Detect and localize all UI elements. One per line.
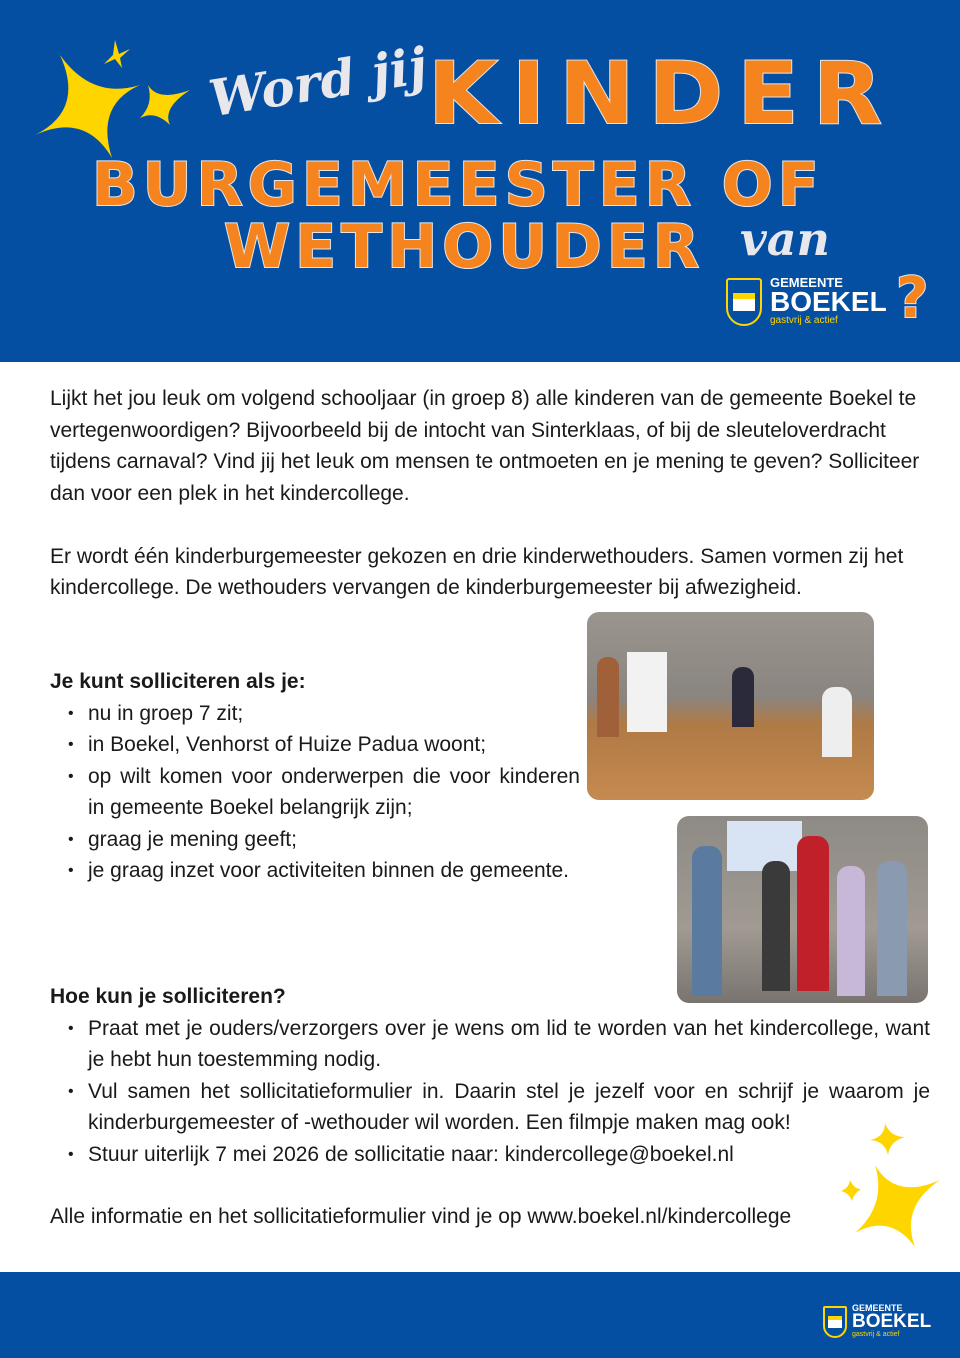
list-item: • op wilt komen voor onderwerpen die voor kinderen in gemeente Boekel belangrijk zijn; [50, 761, 580, 824]
title-burgemeester-of: BURGEMEESTER OF [92, 150, 824, 220]
intro-section [50, 383, 930, 604]
footer-logo-gemeente: GEMEENTE [852, 1303, 903, 1313]
question-mark: ? [896, 266, 929, 331]
requirements-section [50, 666, 580, 887]
logo-gemeente: GEMEENTE [770, 275, 843, 290]
howto-section [50, 981, 930, 1170]
gemeente-boekel-logo [726, 276, 887, 327]
list-item: • Praat met je ouders/verzorgers over je wens om lid te worden van het kindercollege, want je hebt hun toestemming nodig. [50, 1013, 930, 1076]
photo-ceremony [677, 816, 928, 1003]
intro-paragraph-1: Lijkt het jou leuk om volgend schooljaar (in groep 8) alle kinderen van de gemeente Boekel te vertegenwoordigen? Bijvoorbeeld bij de intocht van Sinterklaas, of bij de sleuteloverdracht tijdens carnaval? Vind jij het leuk om mensen te ontmoeten en je mening te geven? Solliciteer dan voor een plek in het kindercollege. [50, 387, 920, 505]
howto-heading: Hoe kun je solliciteren? [50, 985, 286, 1008]
sparkle-stars-bottom-icon [835, 1115, 945, 1250]
title-word-jij: Word jij [205, 35, 431, 129]
intro-paragraph-2: Er wordt één kinderburgemeester gekozen en drie kinderwethouders. Samen vormen zij het kindercollege. De wethouders vervangen de kinderburgemeester bij afwezigheid. [50, 544, 904, 599]
title-wethouder: WETHOUDER [224, 212, 705, 282]
photo-meeting-room [587, 612, 874, 800]
footer-logo [823, 1304, 931, 1339]
title-kinder: KINDER [428, 44, 897, 144]
header-banner [0, 0, 960, 362]
footer-banner [0, 1272, 960, 1358]
closing-section [50, 1201, 930, 1233]
closing-text: Alle informatie en het sollicitatieformulier vind je op www.boekel.nl/kindercollege [50, 1205, 792, 1228]
boekel-shield-icon [726, 278, 762, 326]
list-item: • in Boekel, Venhorst of Huize Padua woont; [50, 729, 580, 761]
footer-logo-name: BOEKEL [852, 1311, 932, 1332]
list-item: • Stuur uiterlijk 7 mei 2026 de sollicitatie naar: kindercollege@boekel.nl [50, 1139, 930, 1171]
list-item: • Vul samen het sollicitatieformulier in. Daarin stel je jezelf voor en schrijf je waarom je kinderburgemeester of -wethouder wil worden. Een filmpje maken mag ook! [50, 1076, 930, 1139]
requirements-list [50, 698, 580, 887]
boekel-shield-icon [823, 1306, 847, 1338]
list-item: • je graag inzet voor activiteiten binnen de gemeente. [50, 855, 580, 887]
requirements-heading: Je kunt solliciteren als je: [50, 670, 306, 693]
logo-tagline: gastvrij & actief [770, 315, 838, 326]
footer-logo-tagline: gastvrij & actief [852, 1331, 900, 1338]
list-item: • nu in groep 7 zit; [50, 698, 580, 730]
logo-name: BOEKEL [770, 286, 887, 317]
list-item: • graag je mening geeft; [50, 824, 580, 856]
title-van: van [740, 212, 830, 266]
howto-list [50, 1013, 930, 1171]
